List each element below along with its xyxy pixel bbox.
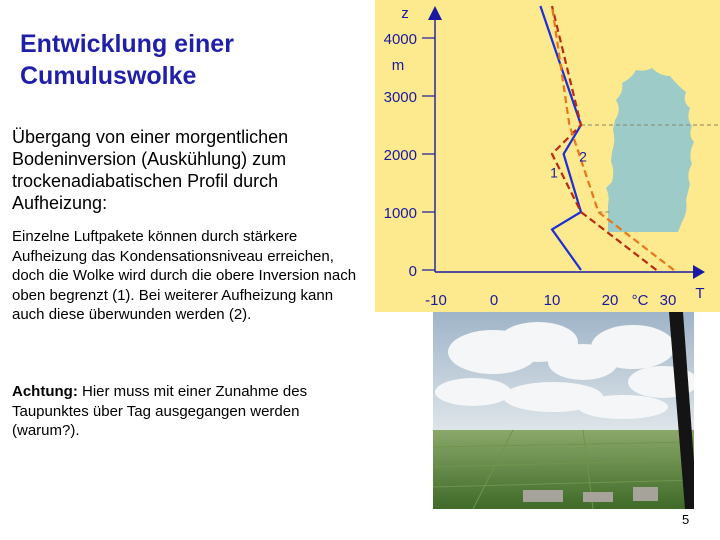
x-axis-label: T [695, 285, 705, 302]
x-unit-label: °C [631, 292, 649, 309]
y-tick-label: 2000 [383, 147, 417, 164]
slide-title [20, 28, 350, 92]
series-label-orange: 2 [579, 148, 587, 165]
photo-clouds [435, 322, 694, 419]
y-tick-label: 0 [408, 263, 417, 280]
title-line-2: Cumuluswolke [20, 62, 197, 90]
y-tick-label: 3000 [383, 89, 417, 106]
x-tick-label: 20 [601, 292, 619, 309]
title-line-1: Entwicklung einer [20, 30, 234, 58]
warning-text [12, 382, 352, 441]
x-tick-label: 30 [659, 292, 677, 309]
y-axis-label: z [401, 5, 409, 22]
page-number: 5 [682, 512, 690, 527]
y-tick-label: 4000 [383, 31, 417, 48]
x-tick-label: -10 [425, 292, 447, 309]
temperature-profile-diagram [360, 0, 720, 312]
x-tick-label: 0 [489, 292, 499, 309]
landscape-photo [433, 312, 694, 509]
y-tick-label: 1000 [383, 205, 417, 222]
detail-text: Einzelne Luftpakete können durch stärkere Aufheizung das Kondensationsniveau erreichen, doch die Wolke wird durch die obere Inversion nach oben begrenzt (1). Bei weiterer Aufheizung kann auch diese überwunden werden (2). [12, 228, 357, 324]
warning-label: Achtung: [12, 383, 78, 400]
series-label-red: 1 [550, 164, 558, 181]
y-unit-label: m [391, 57, 405, 74]
warning-body: Hier muss mit einer Zunahme des Taupunktes über Tag ausgegangen werden (warum?). [12, 383, 308, 440]
intro-text: Übergang von einer morgentlichen Bodeninversion (Auskühlung) zum trockenadiabatischen Profil durch Aufheizung: [12, 127, 289, 213]
x-tick-label: 10 [543, 292, 561, 309]
